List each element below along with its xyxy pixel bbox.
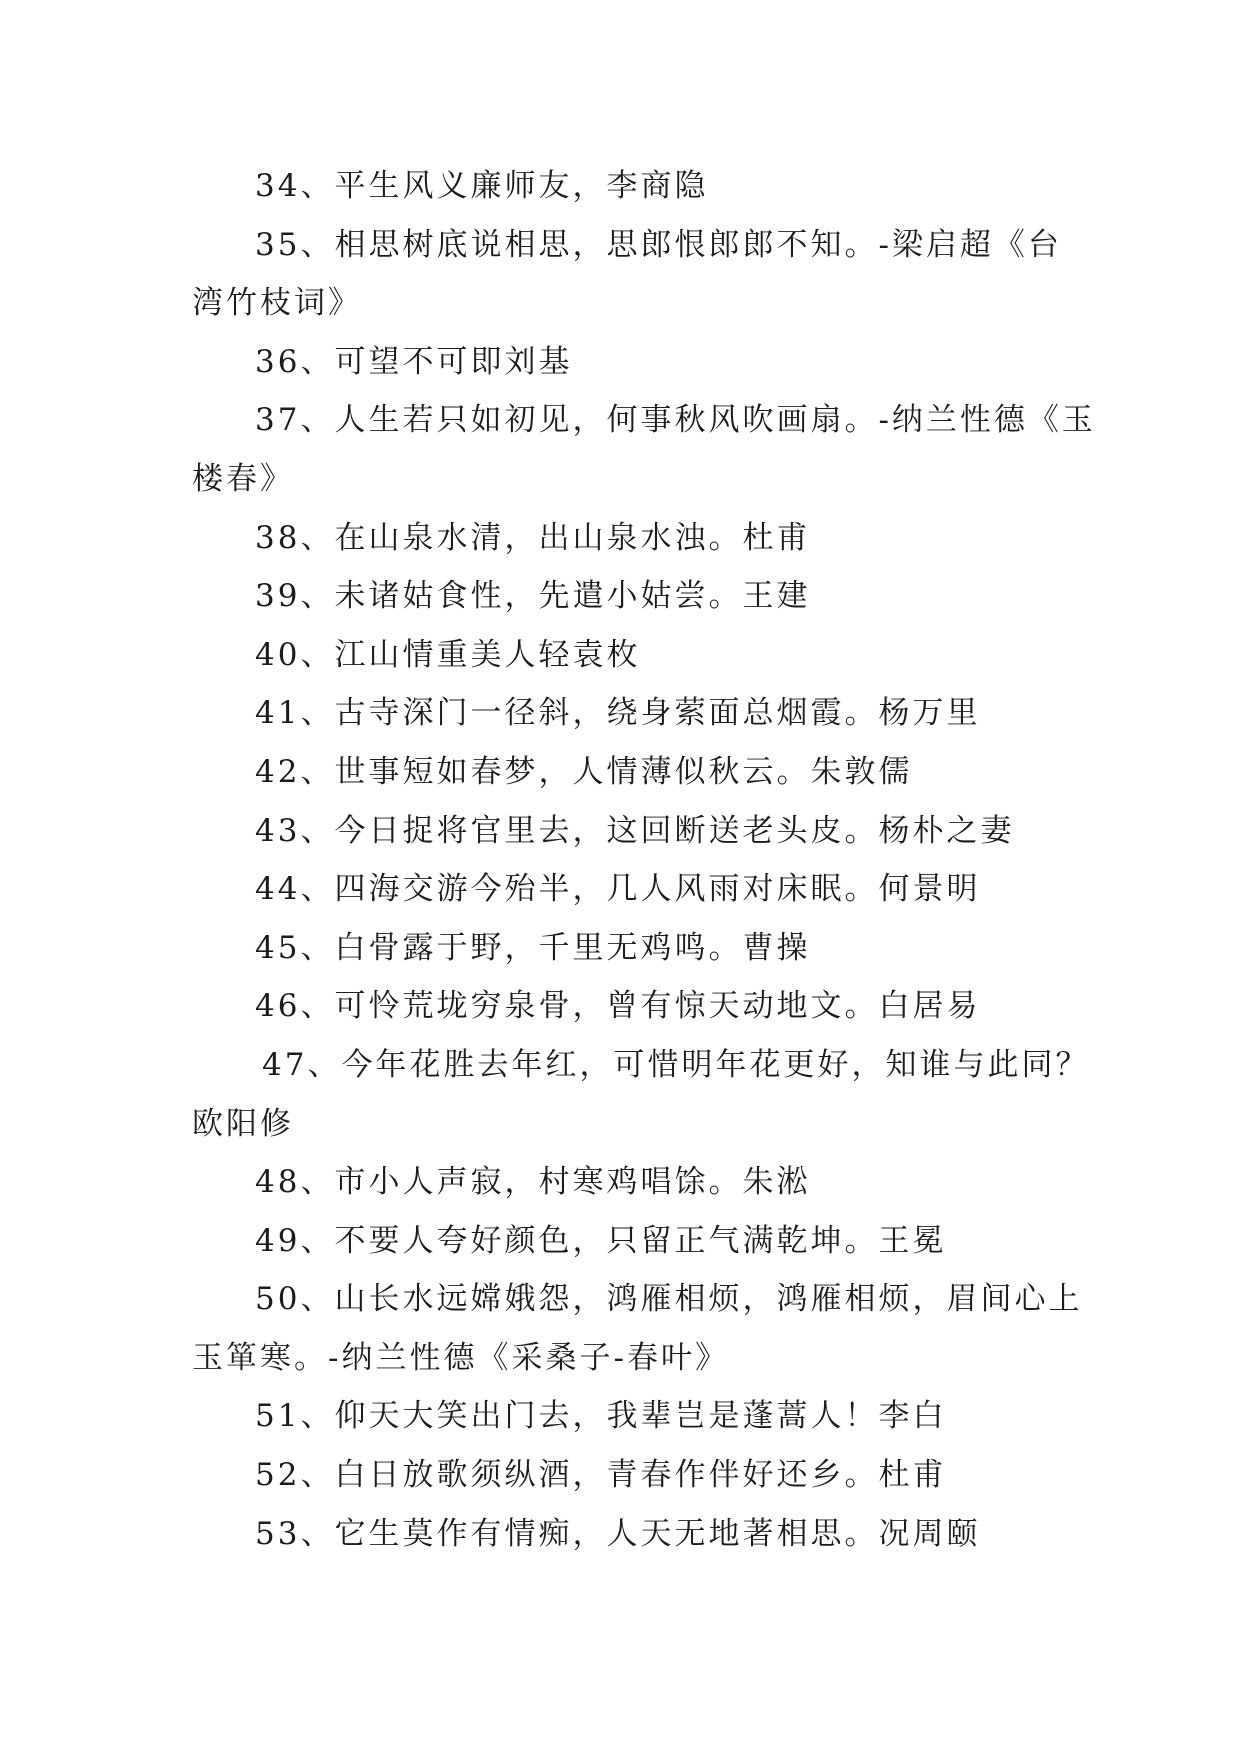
entry-continuation-line: 玉箪寒。-纳兰性德《采桑子-春叶》 xyxy=(192,1339,729,1376)
entry-first-line: 53、它生莫作有情痴，人天无地著相思。况周颐 xyxy=(255,1515,981,1552)
quote-entry-42 xyxy=(0,743,1241,802)
quote-entry-39 xyxy=(0,567,1241,626)
entry-continuation-line: 湾竹枝词》 xyxy=(192,285,362,322)
quote-entry-52 xyxy=(0,1446,1241,1505)
quote-entry-50 xyxy=(0,1270,1241,1387)
quote-entry-38 xyxy=(0,509,1241,568)
entry-first-line: 52、白日放歌须纵酒，青春作伴好还乡。杜甫 xyxy=(255,1457,947,1494)
quote-entry-49 xyxy=(0,1212,1241,1271)
entry-first-line: 45、白骨露于野，千里无鸡鸣。曹操 xyxy=(255,929,811,966)
entry-continuation-line: 欧阳修 xyxy=(192,1105,294,1142)
quote-entry-51 xyxy=(0,1387,1241,1446)
entry-first-line: 50、山长水远嫦娥怨，鸿雁相烦，鸿雁相烦，眉间心上 xyxy=(255,1281,1083,1318)
quote-entry-35 xyxy=(0,216,1241,333)
entry-first-line: 51、仰天大笑出门去，我辈岂是蓬蒿人！李白 xyxy=(255,1398,947,1435)
quote-entry-37 xyxy=(0,391,1241,508)
quote-entry-36 xyxy=(0,333,1241,392)
entry-first-line: 44、四海交游今殆半，几人风雨对床眠。何景明 xyxy=(255,871,981,908)
quote-entry-47 xyxy=(0,1036,1241,1153)
quote-entry-41 xyxy=(0,684,1241,743)
quote-entry-40 xyxy=(0,626,1241,685)
entry-first-line: 49、不要人夸好颜色，只留正气满乾坤。王冕 xyxy=(255,1222,947,1259)
entry-continuation-line: 楼春》 xyxy=(192,460,294,497)
quote-entry-53 xyxy=(0,1505,1241,1564)
quote-entry-46 xyxy=(0,977,1241,1036)
quote-entry-44 xyxy=(0,860,1241,919)
entry-first-line: 36、可望不可即刘基 xyxy=(255,343,573,380)
entry-first-line: 35、相思树底说相思，思郎恨郎郎不知。-梁启超《台 xyxy=(255,226,1062,263)
quote-entry-43 xyxy=(0,802,1241,861)
quote-entry-45 xyxy=(0,919,1241,978)
quote-entry-48 xyxy=(0,1153,1241,1212)
entry-first-line: 46、可怜荒垅穷泉骨，曾有惊天动地文。白居易 xyxy=(255,988,981,1025)
entry-first-line: 38、在山泉水清，出山泉水浊。杜甫 xyxy=(255,519,811,556)
entry-first-line: 42、世事短如春梦，人情薄似秋云。朱敦儒 xyxy=(255,753,913,790)
entry-first-line: 47、今年花胜去年红，可惜明年花更好，知谁与此同？ xyxy=(262,1046,1090,1083)
quote-entry-34 xyxy=(0,157,1241,216)
entry-first-line: 37、人生若只如初见，何事秋风吹画扇。-纳兰性德《玉 xyxy=(255,402,1096,439)
entry-first-line: 40、江山情重美人轻袁枚 xyxy=(255,636,641,673)
entry-first-line: 48、市小人声寂，村寒鸡唱馀。朱淞 xyxy=(255,1164,811,1201)
entry-first-line: 39、未诸姑食性，先遣小姑尝。王建 xyxy=(255,578,811,615)
entry-first-line: 41、古寺深门一径斜，绕身萦面总烟霞。杨万里 xyxy=(255,695,981,732)
entry-first-line: 43、今日捉将官里去，这回断送老头皮。杨朴之妻 xyxy=(255,812,1015,849)
entry-first-line: 34、平生风义廉师友，李商隐 xyxy=(255,168,709,204)
